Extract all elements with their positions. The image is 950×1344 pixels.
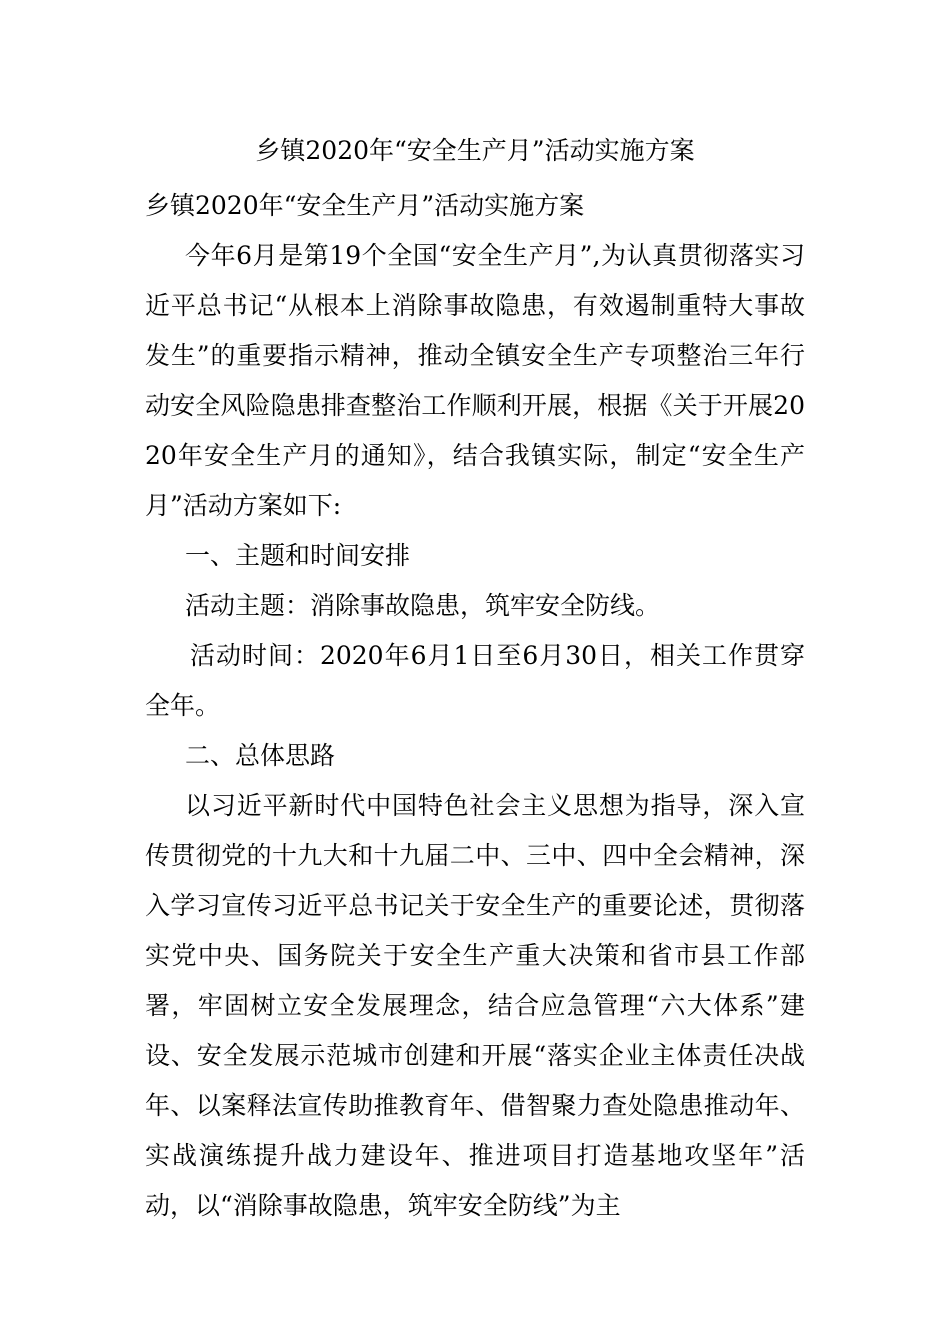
section-heading-overall-approach: 二、总体思路 <box>185 741 336 770</box>
section-heading-theme-schedule: 一、主题和时间安排 <box>185 541 411 570</box>
document-subtitle: 乡镇2020年“安全生产月”活动实施方案 <box>145 191 585 220</box>
paragraph-overall-approach: 以习近平新时代中国特色社会主义思想为指导，深入宣传贯彻党的十九大和十九届二中、三中、四中全会精神，深入学习宣传习近平总书记关于安全生产的重要论述，贯彻落实党中央、国务院关于安全生产重大决策和省市县工作部署，牢固树立安全发展理念，结合应急管理“六大体系”建设、安全发展示范城市创建和开展“落实企业主体责任决战年、以案释法宣传助推教育年、借智聚力查处隐患推动年、实战演练提升战力建设年、推进项目打造基地攻坚年”活动，以“消除事故隐患，筑牢安全防线”为主 <box>145 791 805 1220</box>
document-body <box>145 181 805 1231</box>
paragraph-activity-theme: 活动主题：消除事故隐患，筑牢安全防线。 <box>185 591 661 620</box>
paragraph-activity-time: 活动时间：2020年6月1日至6月30日，相关工作贯穿全年。 <box>145 641 805 720</box>
paragraph-intro: 今年6月是第19个全国“安全生产月”,为认真贯彻落实习近平总书记“从根本上消除事故隐患，有效遏制重特大事故发生”的重要指示精神，推动全镇安全生产专项整治三年行动安全风险隐患排查整治工作顺利开展，根据《关于开展2020年安全生产月的通知》，结合我镇实际，制定“安全生产月”活动方案如下: <box>145 241 805 520</box>
document-title: 乡镇2020年“安全生产月”活动实施方案 <box>255 136 695 165</box>
